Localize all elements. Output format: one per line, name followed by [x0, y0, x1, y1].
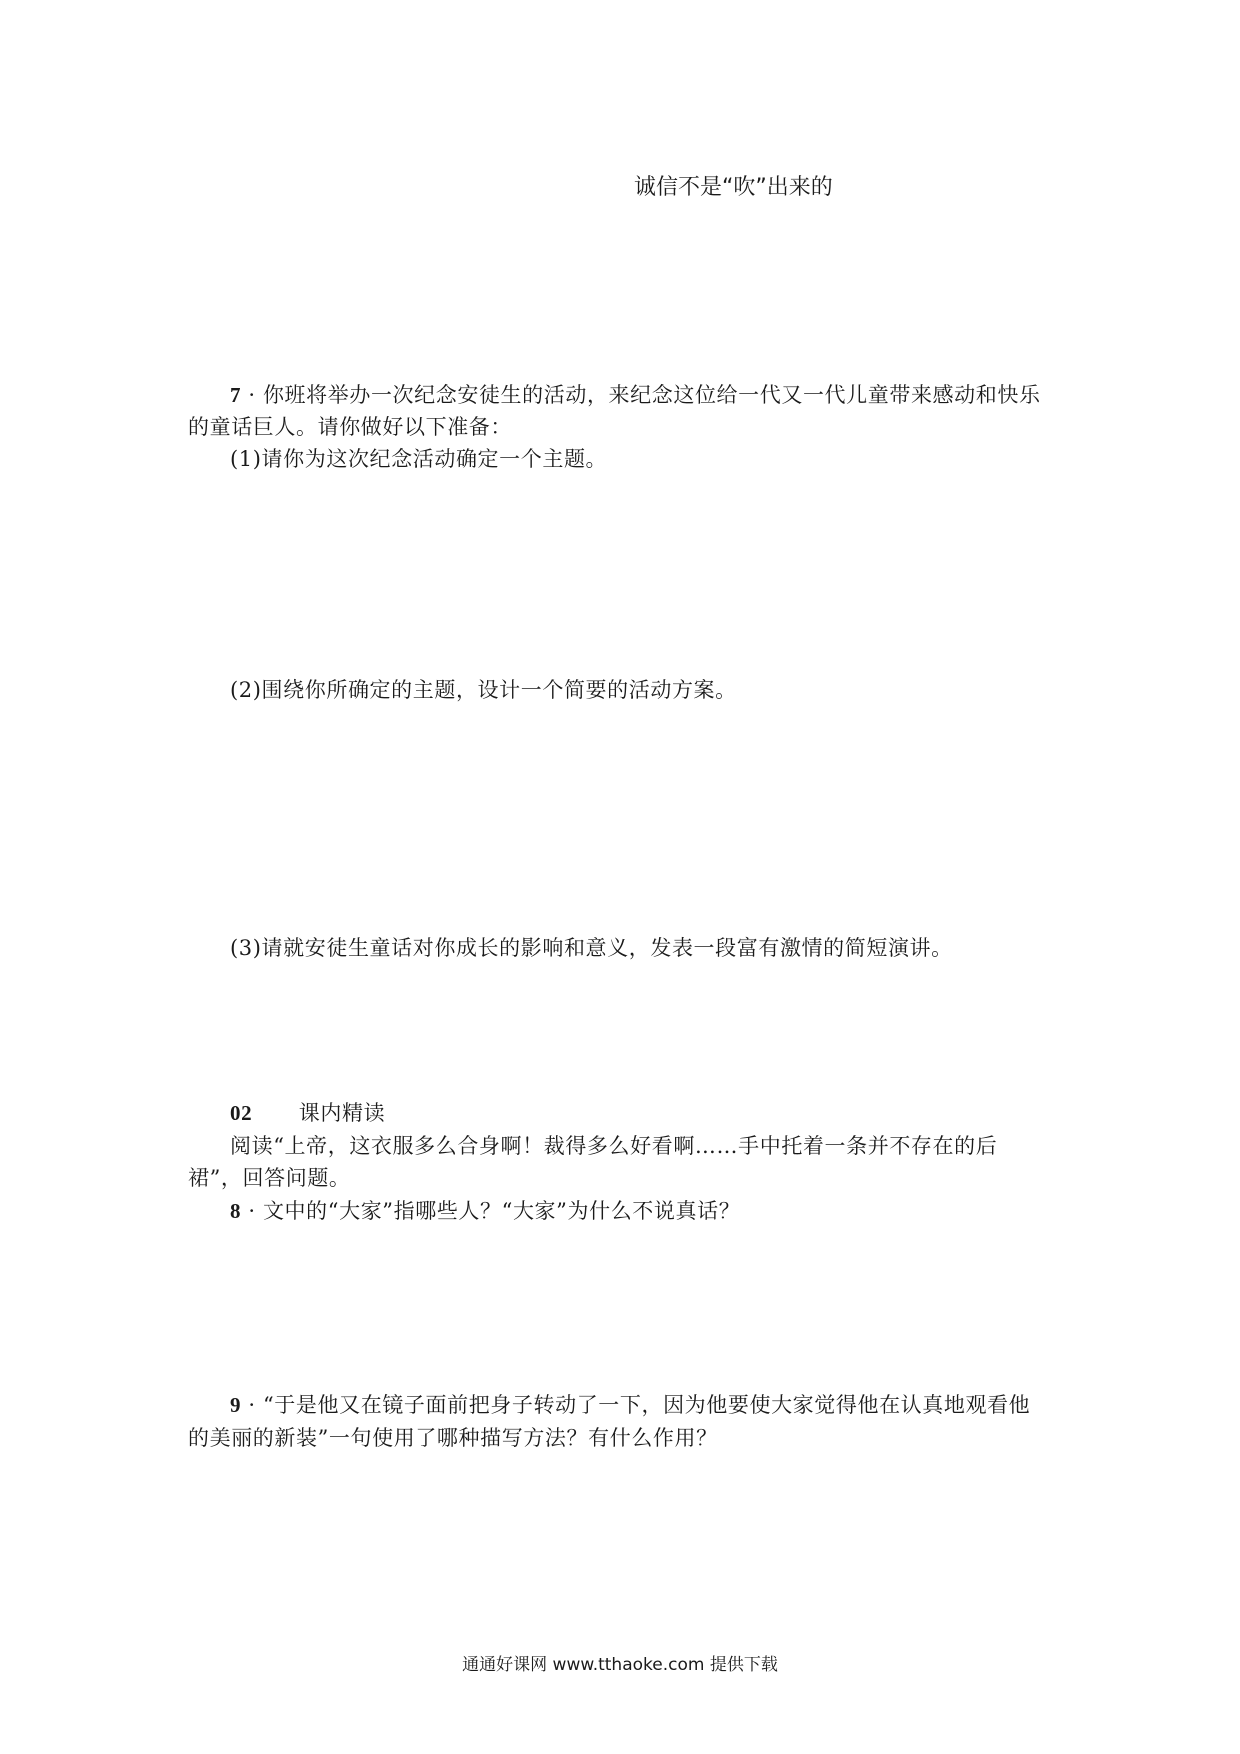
- question-7-sub-1: (1)请你为这次纪念活动确定一个主题。: [230, 447, 608, 471]
- question-8-separator: ·: [248, 1199, 256, 1223]
- question-7-text-1: 你班将举办一次纪念安徒生的活动，来纪念这位给一代又一代儿童带来感动和快乐: [262, 383, 1041, 407]
- section-heading: [230, 1098, 385, 1128]
- question-9-text-1: “于是他又在镜子面前把身子转动了一下，因为他要使大家觉得他在认真地观看他: [262, 1393, 1031, 1417]
- footer-credit: 通通好课网 www.tthaoke.com 提供下载: [462, 1655, 778, 1675]
- section-name: 课内精读: [298, 1101, 386, 1125]
- question-7-line-1: [230, 380, 1041, 410]
- question-7-number: 7: [230, 383, 242, 407]
- section-number: 02: [230, 1101, 253, 1125]
- question-7-sub-3: (3)请就安徒生童话对你成长的影响和意义，发表一段富有激情的简短演讲。: [230, 936, 953, 960]
- question-8-text: 文中的“大家”指哪些人？“大家”为什么不说真话？: [262, 1199, 741, 1223]
- question-9-line-1: [230, 1390, 1030, 1420]
- question-9-number: 9: [230, 1393, 242, 1417]
- question-8-number: 8: [230, 1199, 242, 1223]
- question-9-separator: ·: [248, 1393, 256, 1417]
- reading-line-1: 阅读“上帝，这衣服多么合身啊！裁得多么好看啊……手中托着一条并不存在的后: [230, 1134, 998, 1158]
- question-7-sub-2: (2)围绕你所确定的主题，设计一个简要的活动方案。: [230, 678, 737, 702]
- question-9-line-2: 的美丽的新装”一句使用了哪种描写方法？有什么作用？: [188, 1426, 718, 1450]
- reading-line-2: 裙”，回答问题。: [188, 1166, 351, 1190]
- page-title: 诚信不是“吹”出来的: [634, 175, 833, 200]
- question-7-separator: ·: [248, 383, 256, 407]
- question-7-line-2: 的童话巨人。请你做好以下准备：: [188, 415, 512, 439]
- question-8: [230, 1196, 740, 1226]
